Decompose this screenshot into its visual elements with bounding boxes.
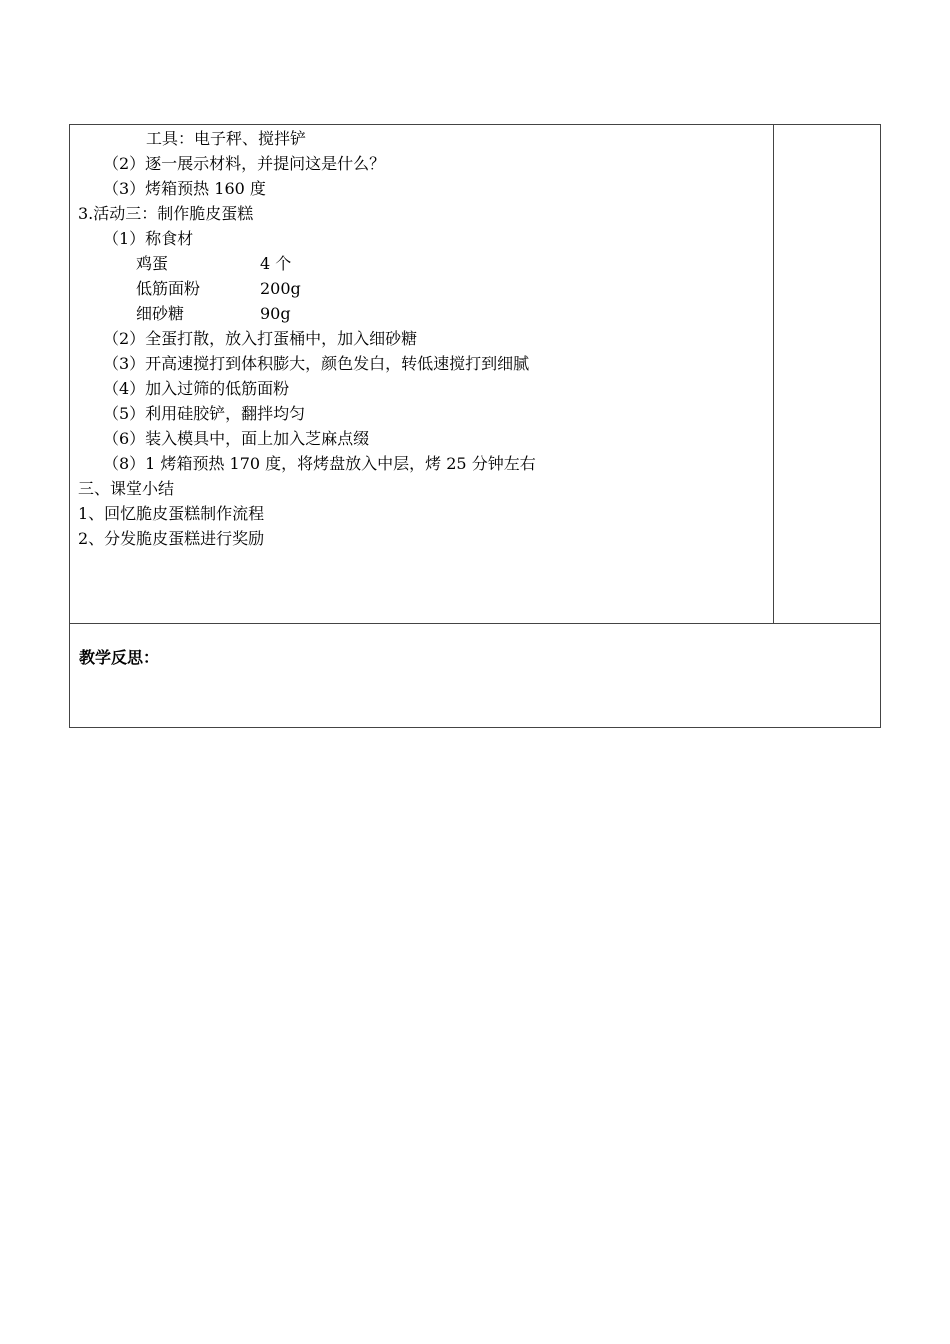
ingredient-name: 细砂糖 <box>136 304 185 323</box>
step-item: （2）全蛋打散，放入打蛋桶中，加入细砂糖 <box>103 329 418 348</box>
step-item: （4）加入过筛的低筋面粉 <box>103 379 290 398</box>
step-preheat-oven: （3）烤箱预热 160 度 <box>103 179 266 198</box>
reflection-cell <box>70 624 880 727</box>
notes-cell <box>774 125 880 623</box>
activity3-title: 3.活动三：制作脆皮蛋糕 <box>78 204 254 223</box>
weigh-ingredients-title: （1）称食材 <box>103 229 194 248</box>
summary-title: 三、课堂小结 <box>78 479 175 498</box>
step-item: （3）开高速搅打到体积膨大，颜色发白，转低速搅打到细腻 <box>103 354 530 373</box>
step-show-materials: （2）逐一展示材料，并提问这是什么？ <box>103 154 386 173</box>
step-item: （8）1 烤箱预热 170 度，将烤盘放入中层，烤 25 分钟左右 <box>103 454 536 473</box>
summary-item: 1、回忆脆皮蛋糕制作流程 <box>78 504 265 523</box>
ingredient-qty: 200g <box>260 279 301 298</box>
ingredient-name: 鸡蛋 <box>136 254 169 273</box>
lesson-plan-table <box>69 124 881 728</box>
reflection-label: 教学反思： <box>79 648 160 667</box>
ingredient-qty: 90g <box>260 304 291 323</box>
step-item: （5）利用硅胶铲，翻拌均匀 <box>103 404 306 423</box>
summary-item: 2、分发脆皮蛋糕进行奖励 <box>78 529 265 548</box>
step-item: （6）装入模具中，面上加入芝麻点缀 <box>103 429 370 448</box>
ingredient-name: 低筋面粉 <box>136 279 201 298</box>
lesson-content-cell <box>70 125 774 623</box>
ingredient-qty: 4 个 <box>260 254 292 273</box>
tools-line: 工具：电子秤、搅拌铲 <box>146 129 307 148</box>
